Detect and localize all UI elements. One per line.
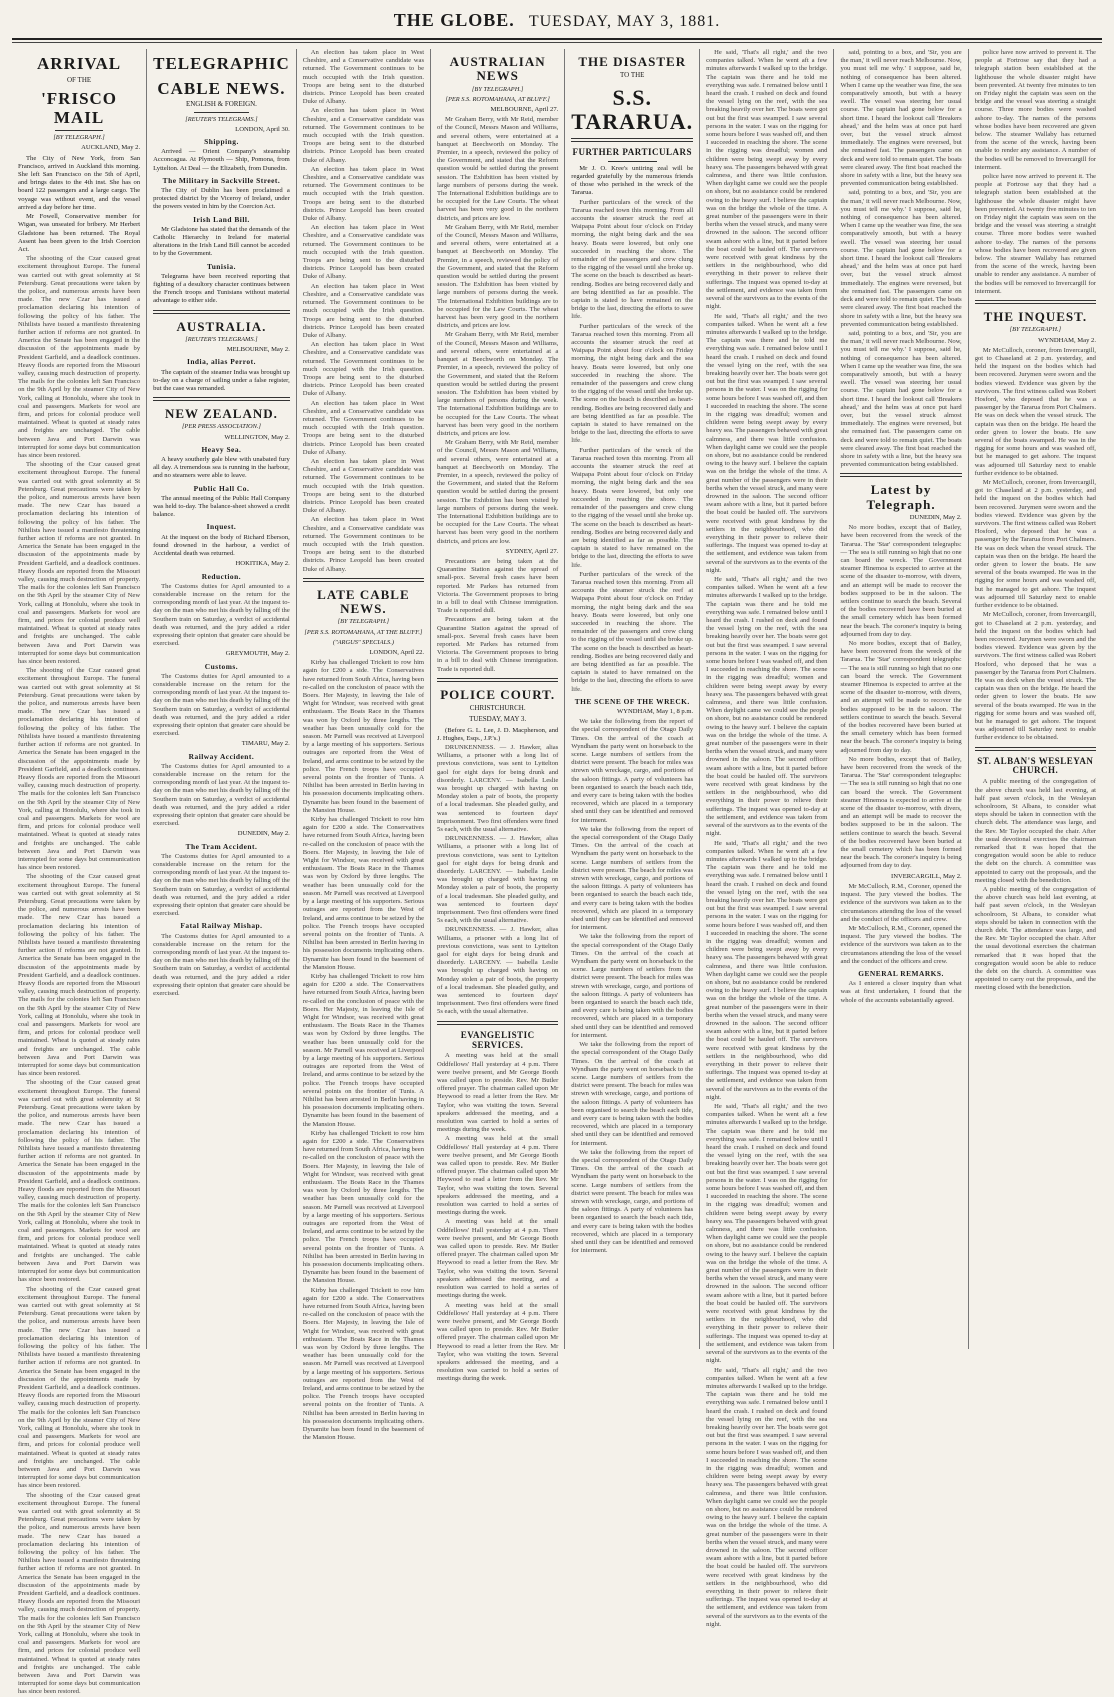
headline-evangelistic-services: EVANGELISTIC SERVICES.: [460, 1029, 535, 1050]
article-paragraph: Arrived — Orient Company's steamship Acconcagua. At Plymouth — Ship, Pomona, from Lyttelton. At Deal — the Elizabeth, from Dunedin.: [153, 148, 290, 172]
article-paragraph: At the inquest on the body of Richard Eberson, found drowned in the harbour, a verdict of Accidental death was returned.: [153, 533, 290, 558]
article-body: No more bodies, except that of Bailey, have been recovered from the wreck of the Tararua. The 'Star' correspondent telegraphs: — The sea is still running so high that no one can board the wreck. The Government steamer Hinemoa is expected to arrive at the scene of the disaster to-morrow, with divers, and an attempt will be made to recover the bodies supposed to be in the saloon. The settlers continue to search the beach. Several of the bodies recovered have been buried at the small cemetery which has been formed near the beach. The coroner's inquiry is being adjourned from day to day.: [840, 524, 962, 638]
article-body: Precautions are being taken at the Quarantine Station against the spread of small-pox. Several fresh cases have been reported. Mr Parkes has returned from Victoria. The Government proposes to bring in a bill to deal with Chinese immigration. Trade is reported dull.: [437, 616, 559, 673]
dateline: MELBOURNE, April 27.: [490, 106, 559, 113]
headline-the-disaster: THE DISASTER: [578, 54, 687, 69]
section-title: Shipping.: [204, 136, 239, 146]
article-body: Kirby has challenged Trickett to row him again for £200 a side. The Conservatives have returned from South Africa, having been re-called on the conclusion of peace with the Boers. Her Majesty, in leaving the Isle of Wight for Windsor, was received with great enthusiasm. The Boats Race in the Thames was won by Oxford by three lengths. The weather has been unusually cold for the season. Mr Parnell was received at Liverpool by a large meeting of his supporters. Serious outrages are reported from the West of Ireland, and arms continue to be seized by the police. The French troops have occupied several points on the frontier of Tunis. A Nihilist has been arrested in Berlin having in his possession documents implicating others. Dynamite has been found in the basement of the Mansion House.: [302, 1286, 425, 1442]
article-body: Kirby has challenged Trickett to row him again for £200 a side. The Conservatives have returned from South Africa, having been re-called on the conclusion of peace with the Boers. Her Majesty, in leaving the Isle of Wight for Windsor, was received with great enthusiasm. The Boats Race in the Thames was won by Oxford by three lengths. The weather has been unusually cold for the season. Mr Parnell was received at Liverpool by a large meeting of his supporters. Serious outrages are reported from the West of Ireland, and arms continue to be seized by the police. The French troops have occupied several points on the frontier of Tunis. A Nihilist has been arrested in Berlin having in his possession documents implicating others. Dynamite has been found in the basement of the Mansion House.: [302, 816, 425, 971]
headline-telegraphic: TELEGRAPHIC: [153, 54, 290, 73]
headline-frisco-mail: 'FRISCO MAIL: [41, 88, 118, 127]
dateline: INVERCARGILL, May 2.: [891, 872, 962, 880]
section-title: Customs.: [204, 661, 239, 671]
headline-latest-by-telegraph: Latest by Telegraph.: [866, 482, 936, 512]
divider: [55, 130, 104, 131]
column-6: [699, 49, 833, 1628]
dateline: MELBOURNE, May 2.: [226, 346, 290, 354]
article-body: The shooting of the Czar caused great excitement throughout Europe. The funeral was carried out with great solemnity at St Petersburg. Great precautions were taken by the police, and numerous arrests have been made. The new Czar has issued a proclamation declaring his intention of following the policy of his father. The Nihilists have issued a manifesto threatening further action if reforms are not granted. In America the Senate has been engaged in the discussion of the appointments made by President Garfield, and a deadlock continues. Heavy floods are reported from the Missouri valley, causing much destruction of property. The mails for the colonies left San Francisco on the 9th April by the steamer City of New York, calling at Honolulu, where she took in coal and passengers. Markets for wool are firm, and prices for colonial produce well maintained. Wheat is quoted at steady rates and freights are unchanged. The cable between Java and Port Darwin was interrupted for some days but communication has since been restored.: [18, 1491, 141, 1696]
article-body: Mr McCulloch, coroner, from Invercargill, got to Chaseland at 2 p.m. yesterday, and held the inquest on the bodies which had been recovered. Jurymen were sworn and the bodies viewed. Evidence was given by the survivors. The first witness called was Robert Hosford, who deposed that he was a passenger by the Tararua from Port Chalmers. He was on deck when the vessel struck. The captain was then on the bridge. He heard the order given to lower the boats. He saw several of the boats swamped. He was in the rigging for some hours and was washed off, but he managed to get ashore. The inquest was adjourned till Saturday next to enable further evidence to be obtained.: [974, 611, 1096, 742]
article-body: police have now arrived to prevent it. The people at Fortrose say that they had a telegraph station been established at the lighthouse the whole disaster might have been prevented. At twenty five minutes to ten on Friday night the captain was seen on the bridge and the vessel was steering a straight course. Three more bodies were washed ashore to-day. The names of the persons whose bodies have been recovered are given below. The steamer Wallaby has returned from the scene of the wreck, having been unable to render any assistance. A number of the bodies will be removed to Invercargill for interment.: [974, 173, 1096, 295]
article-body: An election has taken place in West Cheshire, and a Conservative candidate was returned. The Government continues to be much occupied with the Irish question. Troops are being sent to the disturbed districts. Prince Leopold has been created Duke of Albany.: [302, 224, 425, 281]
article-body: said, pointing to a box, and 'Sir, you are the man,' it will never reach Melbourne. Now, you must tell me why.' I suppose, said he, nothing of consequence has been altered. When I came up the weather was fine, the sea comparatively smooth, but with a heavy swell. The vessel was steering her usual course. The captain had gone below for a short time. I heard the lookout call 'Breakers ahead,' and the helm was at once put hard over, but the vessel struck almost immediately. The engines were reversed, but she remained fast. The passengers came on deck and were told to remain quiet. The boats were cleared away. The first boat reached the shore in safety with a line, but the heavy sea prevented communication being established.: [840, 49, 962, 188]
section-title: Inquest.: [206, 522, 237, 532]
headline-the-inquest: THE INQUEST.: [983, 309, 1088, 325]
article-body: Precautions are being taken at the Quarantine Station against the spread of small-pox. Several fresh cases have been reported. Mr Parkes has returned from Victoria. The Government proposes to bring in a bill to deal with Chinese immigration. Trade is reported dull.: [437, 557, 559, 615]
article-body: The Customs duties for April amounted to a considerable increase on the return for the corresponding month of last year. At the inquest to-day on the man who met his death by falling off the Southern train on Saturday, a verdict of accidental death was returned, and the jury added a rider expressing their opinion that greater care should be exercised.: [153, 582, 290, 648]
section-title: Heavy Sea.: [201, 444, 242, 454]
divider: [608, 161, 657, 162]
divider: [975, 300, 1096, 304]
article-body: An election has taken place in West Cheshire, and a Conservative candidate was returned. The Government continues to be much occupied with the Irish question. Troops are being sent to the disturbed districts. Prince Leopold has been created Duke of Albany.: [302, 282, 425, 339]
source-line: [PER S.S. ROTOMAHANA, AT THE BLUFF.]: [304, 628, 423, 636]
section-title: Railway Accident.: [188, 751, 255, 761]
divider: [437, 1021, 558, 1025]
divider: [153, 397, 290, 401]
article-body: Kirby has challenged Trickett to row him again for £200 a side. The Conservatives have returned from South Africa, having been re-called on the conclusion of peace with the Boers. Her Majesty, in leaving the Isle of Wight for Windsor, was received with great enthusiasm. The Boats Race in the Thames was won by Oxford by three lengths. The weather has been unusually cold for the season. Mr Parnell was received at Liverpool by a large meeting of his supporters. Serious outrages are reported from the West of Ireland, and arms continue to be seized by the police. The French troops have occupied several points on the frontier of Tunis. A Nihilist has been arrested in Berlin having in his possession documents implicating others. Dynamite has been found in the basement of the Mansion House.: [302, 972, 425, 1128]
article-body: A meeting was held at the small Oddfellows' Hall yesterday at 4 p.m. There were twelve present, and Mr George Booth was called upon to preside. Rev. Mr Butler offered prayer. The chairman called upon Mr Heywood to read a letter from the Rev. Mr Taylor, who was visiting the town. Several speakers addressed the meeting, and a resolution was carried to hold a series of meetings during the week.: [437, 1218, 559, 1300]
article-body: The Customs duties for April amounted to a considerable increase on the return for the corresponding month of last year. At the inquest to-day on the man who met his death by falling off the Southern train on Saturday, a verdict of accidental death was returned, and the jury added a rider expressing their opinion that greater care should be exercised.: [153, 852, 290, 918]
article-body: A meeting was held at the small Oddfellows' Hall yesterday at 4 p.m. There were twelve present, and Mr George Booth was called upon to preside. Rev. Mr Butler offered prayer. The chairman called upon Mr Heywood to read a letter from the Rev. Mr Taylor, who was visiting the town. Several speakers addressed the meeting, and a resolution was carried to hold a series of meetings during the week.: [437, 1301, 559, 1383]
article-body: The shooting of the Czar caused great excitement throughout Europe. The funeral was carried out with great solemnity at St Petersburg. Great precautions were taken by the police, and numerous arrests have been made. The new Czar has issued a proclamation declaring his intention of following the policy of his father. The Nihilists have issued a manifesto threatening further action if reforms are not granted. In America the Senate has been engaged in the discussion of the appointments made by President Garfield, and a deadlock continues. Heavy floods are reported from the Missouri valley, causing much destruction of property. The mails for the colonies left San Francisco on the 9th April by the steamer City of New York, calling at Honolulu, where she took in coal and passengers. Markets for wool are firm, and prices for colonial produce well maintained. Wheat is quoted at steady rates and freights are unchanged. The cable between Java and Port Darwin was interrupted for some days but communication has since been restored.: [18, 873, 141, 1078]
dateline: WELLINGTON, May 2.: [224, 433, 290, 441]
headline-cable-news: CABLE NEWS.: [157, 78, 286, 98]
headline-late-cable-news: LATE CABLE NEWS.: [317, 586, 410, 617]
article-body: Mr Graham Berry, with Mr Reid, member of the Council, Messrs Mason and Williams, and several others, were entertained at a banquet at Beechworth on Monday. The Premier, in a speech, reviewed the policy of the Government, and stated that the Reform question would be settled during the present session. The Exhibition has been visited by large numbers of persons during the week. The International Exhibition buildings are to be occupied for the Law Courts. The wheat harvest has been very good in the northern districts, and prices are low.: [437, 439, 559, 545]
divider: [840, 473, 961, 477]
article-body: The shooting of the Czar caused great excitement throughout Europe. The funeral was carried out with great solemnity at St Petersburg. Great precautions were taken by the police, and numerous arrests have been made. The new Czar has issued a proclamation declaring his intention of following the policy of his father. The Nihilists have issued a manifesto threatening further action if reforms are not granted. In America the Senate has been engaged in the discussion of the appointments made by President Garfield, and a deadlock continues. Heavy floods are reported from the Missouri valley, causing much destruction of property. The mails for the colonies left San Francisco on the 9th April by the steamer City of New York, calling at Honolulu, where she took in coal and passengers. Markets for wool are firm, and prices for colonial produce well maintained. Wheat is quoted at steady rates and freights are unchanged. The cable between Java and Port Darwin was interrupted for some days but communication has since been restored.: [18, 1285, 141, 1490]
article-body: A meeting was held at the small Oddfellows' Hall yesterday at 4 p.m. There were twelve present, and Mr George Booth was called upon to preside. Rev. Mr Butler offered prayer. The chairman called upon Mr Heywood to read a letter from the Rev. Mr Taylor, who was visiting the town. Several speakers addressed the meeting, and a resolution was carried to hold a series of meetings during the week.: [437, 1052, 559, 1134]
article-body: The Customs duties for April amounted to a considerable increase on the return for the corresponding month of last year. At the inquest to-day on the man who met his death by falling off the Southern train on Saturday, a verdict of accidental death was returned, and the jury added a rider expressing their opinion that greater care should be exercised.: [153, 932, 290, 998]
article-body: He said, 'That's all right,' and the two companies talked. When he went aft a few minutes afterwards I walked up to the bridge. The captain was there and he told me everything was safe. I remained below until I heard the crash. I rushed on deck and found the vessel lying on the reef, with the sea breaking heavily over her. The boats were got out but the first was swamped. I saw several persons in the water. I was on the rigging for some hours before I was washed off, and then I succeeded in reaching the shore. The scene in the rigging was dreadful; women and children were being swept away by every heavy sea. The passengers behaved with great calmness, and there was little confusion. When daylight came we could see the people on shore, but no assistance could be rendered owing to the heavy surf. I believe the captain was on the bridge the whole of the time. A great number of the passengers were in their berths when the vessel struck, and many were drowned in the saloon. The second officer swam ashore with a line, but it parted before the boat could be hauled off. The survivors were received with great kindness by the settlers in the neighbourhood, who did everything in their power to relieve their sufferings. The inquest was opened to-day at the settlement, and evidence was taken from several of the survivors as to the events of the night.: [706, 839, 828, 1101]
section-title: THE SCENE OF THE WRECK.: [574, 696, 690, 706]
column-3: [296, 49, 430, 1442]
dateline: GREYMOUTH, May 2.: [225, 650, 290, 658]
article-paragraph: Mr Fowell, Conservative member for Wigan, was unseated for bribery. Mr Herbert Gladstone has been returned. The Royal Assent has been given to the Irish Coercion Act.: [18, 213, 141, 253]
article-paragraph: The City of New York, from San Francisco, arrived in Auckland this morning. She left San Francisco on the 5th of April, and brings dates to the 4th inst. She has on board 122 passengers and a large cargo. The voyage was without event, and the vessel arrived a day before her time.: [18, 154, 141, 211]
article-body: Further particulars of the wreck of the Tararua reached town this morning. From all accounts the steamer struck the reef at Waipapa Point about four o'clock on Friday morning, the night being dark and the sea heavy. Boats were lowered, but only one succeeded in reaching the shore. The remainder of the passengers and crew clung to the rigging of the vessel until she broke up. The scene on the beach is described as heart-rending. Bodies are being recovered daily and are being identified as far as possible. The captain is stated to have remained on the bridge to the last, directing the efforts to save life.: [571, 570, 694, 693]
headline-arrival: ARRIVAL: [36, 54, 122, 73]
article-paragraph: (Before G. L. Lee, J. D. Macpherson, and J. Hughes, Esqs., J.P.'s.): [437, 726, 559, 742]
article-body: An election has taken place in West Cheshire, and a Conservative candidate was returned. The Government continues to be much occupied with the Irish question. Troops are being sent to the disturbed districts. Prince Leopold has been created Duke of Albany.: [302, 49, 425, 106]
article-paragraph: The annual meeting of the Public Hall Company was held to-day. The balance-sheet showed a credit balance.: [153, 494, 290, 519]
article-body: The shooting of the Czar caused great excitement throughout Europe. The funeral was carried out with great solemnity at St Petersburg. Great precautions were taken by the police, and numerous arrests have been made. The new Czar has issued a proclamation declaring his intention of following the policy of his father. The Nihilists have issued a manifesto threatening further action if reforms are not granted. In America the Senate has been engaged in the discussion of the appointments made by President Garfield, and a deadlock continues. Heavy floods are reported from the Missouri valley, causing much destruction of property. The mails for the colonies left San Francisco on the 9th April by the steamer City of New York, calling at Honolulu, where she took in coal and passengers. Markets for wool are firm, and prices for colonial produce well maintained. Wheat is quoted at steady rates and freights are unchanged. The cable between Java and Port Darwin was interrupted for some days but communication has since been restored.: [18, 461, 141, 666]
column-5: [564, 49, 699, 1349]
article-body: A public meeting of the congregation of the above church was held last evening, at half past seven o'clock, in the Wesleyan schoolroom, St Albans, to consider what steps should be taken in connection with the church debt. The attendance was large, and the Rev. Mr Taylor occupied the chair. After the usual devotional exercises the chairman remarked that it was hoped that the congregation would soon be able to reduce the debt on the church. A committee was appointed to carry out the proposals, and the meeting closed with the benediction.: [974, 778, 1096, 884]
column-7: [833, 49, 967, 1349]
article-body: A meeting was held at the small Oddfellows' Hall yesterday at 4 p.m. There were twelve present, and Mr George Booth was called upon to preside. Rev. Mr Butler offered prayer. The chairman called upon Mr Heywood to read a letter from the Rev. Mr Taylor, who was visiting the town. Several speakers addressed the meeting, and a resolution was carried to hold a series of meetings during the week.: [437, 1135, 559, 1217]
article-body: Kirby has challenged Trickett to row him again for £200 a side. The Conservatives have returned from South Africa, having been re-called on the conclusion of peace with the Boers. Her Majesty, in leaving the Isle of Wight for Windsor, was received with great enthusiasm. The Boats Race in the Thames was won by Oxford by three lengths. The weather has been unusually cold for the season. Mr Parnell was received at Liverpool by a large meeting of his supporters. Serious outrages are reported from the West of Ireland, and arms continue to be seized by the police. The French troops have occupied several points on the frontier of Tunis. A Nihilist has been arrested in Berlin having in his possession documents implicating others. Dynamite has been found in the basement of the Mansion House.: [302, 1129, 425, 1285]
divider: [437, 678, 558, 682]
article-body: Further particulars of the wreck of the Tararua reached town this morning. From all accounts the steamer struck the reef at Waipapa Point about four o'clock on Friday morning, the night being dark and the sea heavy. Boats were lowered, but only one succeeded in reaching the shore. The remainder of the passengers and crew clung to the rigging of the vessel until she broke up. The scene on the beach is described as heart-rending. Bodies are being recovered daily and are being identified as far as possible. The captain is stated to have remained on the bridge to the last, directing the efforts to save life.: [571, 198, 694, 321]
paper-title: THE GLOBE.: [393, 10, 515, 30]
source-line: [BY TELEGRAPH.]: [337, 618, 390, 626]
article-body: said, pointing to a box, and 'Sir, you are the man,' it will never reach Melbourne. Now, you must tell me why.' I suppose, said he, nothing of consequence has been altered. When I came up the weather was fine, the sea comparatively smooth, but with a heavy swell. The vessel was steering her usual course. The captain had gone below for a short time. I heard the lookout call 'Breakers ahead,' and the helm was at once put hard over, but the vessel struck almost immediately. The engines were reversed, but she remained fast. The passengers came on deck and were told to remain quiet. The boats were cleared away. The first boat reached the shore in safety with a line, but the heavy sea prevented communication being established.: [840, 189, 962, 328]
dateline: WYNDHAM, May 1, 8 p.m.: [616, 707, 694, 715]
article-body: Mr Graham Berry, with Mr Reid, member of the Council, Messrs Mason and Williams, and several others, were entertained at a banquet at Beechworth on Monday. The Premier, in a speech, reviewed the policy of the Government, and stated that the Reform question would be settled during the present session. The Exhibition has been visited by large numbers of persons during the week. The International Exhibition buildings are to be occupied for the Law Courts. The wheat harvest has been very good in the northern districts, and prices are low.: [437, 223, 559, 330]
section-title: Fatal Railway Mishap.: [180, 921, 263, 931]
article-body: Mr McCulloch, R.M., Coroner, opened the inquest. The jury viewed the bodies. The evidence of the survivors was taken as to the circumstances attending the loss of the vessel and the conduct of the officers and crew.: [840, 924, 962, 965]
source-line: [REUTER'S TELEGRAMS.]: [185, 335, 258, 343]
article-body: DRUNKENNESS. — J. Hawker, alias Williams, a prisoner with a long list of previous convictions, was sent to Lyttelton gaol for eight days for being drunk and disorderly. LARCENY. — Isabella Leslie was brought up charged with having on Monday stolen a pair of boots, the property of a local tradesman. She pleaded guilty, and was sentenced to fourteen days' imprisonment. Two first offenders were fined 5s each, with the usual alternative.: [437, 926, 559, 1016]
source-line: [PER S.S. ROTOMAHANA, AT BLUFF.]: [445, 95, 550, 103]
section-title: Public Hall Co.: [193, 483, 250, 493]
source-line: [BY TELEGRAPH.]: [53, 134, 105, 142]
article-body: We take the following from the report of the special correspondent of the Otago Daily Times. On the arrival of the coach at Wyndham the party went on horseback to the scene. Large numbers of settlers from the district were present. The beach for miles was strewn with wreckage, cargo, and portions of the saloon fittings. A party of volunteers has been organised to search the beach each tide, and every care is being taken with the bodies recovered, which are placed in a temporary shed until they can be identified and removed for interment.: [571, 1041, 694, 1147]
section-title: GENERAL REMARKS.: [858, 968, 944, 978]
divider: [571, 138, 693, 142]
article-body: An election has taken place in West Cheshire, and a Conservative candidate was returned. The Government continues to be much occupied with the Irish question. Troops are being sent to the disturbed districts. Prince Leopold has been created Duke of Albany.: [302, 516, 425, 573]
article-body: We take the following from the report of the special correspondent of the Otago Daily Times. On the arrival of the coach at Wyndham the party went on horseback to the scene. Large numbers of settlers from the district were present. The beach for miles was strewn with wreckage, cargo, and portions of the saloon fittings. A party of volunteers has been organised to search the beach each tide, and every care is being taken with the bodies recovered, which are placed in a temporary shed until they can be identified and removed for interment.: [571, 718, 694, 824]
section-title: Tunisia.: [206, 261, 236, 271]
article-body: He said, 'That's all right,' and the two companies talked. When he went aft a few minutes afterwards I walked up to the bridge. The captain was there and he told me everything was safe. I remained below until I heard the crash. I rushed on deck and found the vessel lying on the reef, with the sea breaking heavily over her. The boats were got out but the first was swamped. I saw several persons in the water. I was on the rigging for some hours before I was washed off, and then I succeeded in reaching the shore. The scene in the rigging was dreadful; women and children were being swept away by every heavy sea. The passengers behaved with great calmness, and there was little confusion. When daylight came we could see the people on shore, but no assistance could be rendered owing to the heavy surf. I believe the captain was on the bridge the whole of the time. A great number of the passengers were in their berths when the vessel struck, and many were drowned in the saloon. The second officer swam ashore with a line, but it parted before the boat could be hauled off. The survivors were received with great kindness by the settlers in the neighbourhood, who did everything in their power to relieve their sufferings. The inquest was opened to-day at the settlement, and evidence was taken from several of the survivors as to the events of the night.: [706, 1103, 828, 1365]
dateline: DUNEDIN, May 2.: [237, 830, 290, 838]
article-body: An election has taken place in West Cheshire, and a Conservative candidate was returned. The Government continues to be much occupied with the Irish question. Troops are being sent to the disturbed districts. Prince Leopold has been created Duke of Albany.: [302, 341, 425, 398]
dateline: LONDON, April 22.: [369, 649, 425, 656]
section-title: India, alias Perrot.: [186, 357, 256, 367]
divider: [194, 112, 249, 113]
headline-police-court: POLICE COURT.: [440, 686, 556, 702]
article-body: The shooting of the Czar caused great excitement throughout Europe. The funeral was carried out with great solemnity at St Petersburg. Great precautions were taken by the police, and numerous arrests have been made. The new Czar has issued a proclamation declaring his intention of following the policy of his father. The Nihilists have issued a manifesto threatening further action if reforms are not granted. In America the Senate has been engaged in the discussion of the appointments made by President Garfield, and a deadlock continues. Heavy floods are reported from the Missouri valley, causing much destruction of property. The mails for the colonies left San Francisco on the 9th April by the steamer City of New York, calling at Honolulu, where she took in coal and passengers. Markets for wool are firm, and prices for colonial produce well maintained. Wheat is quoted at steady rates and freights are unchanged. The cable between Java and Port Darwin was interrupted for some days but communication has since been restored.: [18, 255, 141, 459]
dateline: SYDNEY, April 27.: [505, 547, 559, 555]
article-paragraph: Mr J. O. Kree's untiring zeal will be regarded gratefully by the numerous friends of those who perished in the wreck of the Tararua.: [571, 164, 694, 197]
article-body: As I entered a closer inquiry than what was at first undertaken, I found that the whole of the accounts substantially agreed.: [840, 980, 962, 1004]
dateline: WYNDHAM, May 2.: [1038, 336, 1096, 344]
headline-new-zealand: NEW ZEALAND.: [165, 406, 278, 422]
article-body: We take the following from the report of the special correspondent of the Otago Daily Times. On the arrival of the coach at Wyndham the party went on horseback to the scene. Large numbers of settlers from the district were present. The beach for miles was strewn with wreckage, cargo, and portions of the saloon fittings. A party of volunteers has been organised to search the beach each tide, and every care is being taken with the bodies recovered, which are placed in a temporary shed until they can be identified and removed for interment.: [571, 933, 694, 1039]
headline-of-the: OF THE: [66, 75, 92, 84]
section-title: The Military in Sackville Street.: [162, 175, 281, 185]
masthead-rule: [12, 42, 1102, 43]
source-line: [REUTER'S TELEGRAMS.]: [185, 115, 258, 123]
headline-further-particulars: FURTHER PARTICULARS: [572, 146, 692, 157]
section-title: Irish Land Bill.: [193, 214, 250, 224]
section-title: The Tram Accident.: [185, 841, 258, 851]
article-body: Further particulars of the wreck of the Tararua reached town this morning. From all accounts the steamer struck the reef at Waipapa Point about four o'clock on Friday morning, the night being dark and the sea heavy. Boats were lowered, but only one succeeded in reaching the shore. The remainder of the passengers and crew clung to the rigging of the vessel until she broke up. The scene on the beach is described as heart-rending. Bodies are being recovered daily and are being identified as far as possible. The captain is stated to have remained on the bridge to the last, directing the efforts to save life.: [571, 446, 694, 569]
headline-to-the: TO THE: [620, 71, 645, 80]
dateline: DUNEDIN, May 2.: [909, 513, 962, 521]
source-line: [PER PRESS ASSOCIATION.]: [181, 423, 261, 431]
divider: [153, 310, 290, 314]
article-body: We take the following from the report of the special correspondent of the Otago Daily Times. On the arrival of the coach at Wyndham the party went on horseback to the scene. Large numbers of settlers from the district were present. The beach for miles was strewn with wreckage, cargo, and portions of the saloon fittings. A party of volunteers has been organised to search the beach each tide, and every care is being taken with the bodies recovered, which are placed in a temporary shed until they can be identified and removed for interment.: [571, 1148, 694, 1255]
article-body: He said, 'That's all right,' and the two companies talked. When he went aft a few minutes afterwards I walked up to the bridge. The captain was there and he told me everything was safe. I remained below until I heard the crash. I rushed on deck and found the vessel lying on the reef, with the sea breaking heavily over her. The boats were got out but the first was swamped. I saw several persons in the water. I was on the rigging for some hours before I was washed off, and then I succeeded in reaching the shore. The scene in the rigging was dreadful; women and children were being swept away by every heavy sea. The passengers behaved with great calmness, and there was little confusion. When daylight came we could see the people on shore, but no assistance could be rendered owing to the heavy surf. I believe the captain was on the bridge the whole of the time. A great number of the passengers were in their berths when the vessel struck, and many were drowned in the saloon. The second officer swam ashore with a line, but it parted before the boat could be hauled off. The survivors were received with great kindness by the settlers in the neighbourhood, who did everything in their power to relieve their sufferings. The inquest was opened to-day at the settlement, and evidence was taken from several of the survivors as to the events of the night.: [706, 312, 828, 574]
article-body: police have now arrived to prevent it. The people at Fortrose say that they had a telegraph station been established at the lighthouse the whole disaster might have been prevented. At twenty five minutes to ten on Friday night the captain was seen on the bridge and the vessel was steering a straight course. Three more bodies were washed ashore to-day. The names of the persons whose bodies have been recovered are given below. The steamer Wallaby has returned from the scene of the wreck, having been unable to render any assistance. A number of the bodies will be removed to Invercargill for interment.: [974, 49, 1096, 171]
article-body: The shooting of the Czar caused great excitement throughout Europe. The funeral was carried out with great solemnity at St Petersburg. Great precautions were taken by the police, and numerous arrests have been made. The new Czar has issued a proclamation declaring his intention of following the policy of his father. The Nihilists have issued a manifesto threatening further action if reforms are not granted. In America the Senate has been engaged in the discussion of the appointments made by President Garfield, and a deadlock continues. Heavy floods are reported from the Missouri valley, causing much destruction of property. The mails for the colonies left San Francisco on the 9th April by the steamer City of New York, calling at Honolulu, where she took in coal and passengers. Markets for wool are firm, and prices for colonial produce well maintained. Wheat is quoted at steady rates and freights are unchanged. The cable between Java and Port Darwin was interrupted for some days but communication has since been restored.: [18, 1079, 141, 1284]
article-body: No more bodies, except that of Bailey, have been recovered from the wreck of the Tararua. The 'Star' correspondent telegraphs: — The sea is still running so high that no one can board the wreck. The Government steamer Hinemoa is expected to arrive at the scene of the disaster to-morrow, with divers, and an attempt will be made to recover the bodies supposed to be in the saloon. The settlers continue to search the beach. Several of the bodies recovered have been buried at the small cemetery which has been formed near the beach. The coroner's inquiry is being adjourned from day to day.: [840, 755, 962, 870]
article-body: He said, 'That's all right,' and the two companies talked. When he went aft a few minutes afterwards I walked up to the bridge. The captain was there and he told me everything was safe. I remained below until I heard the crash. I rushed on deck and found the vessel lying on the reef, with the sea breaking heavily over her. The boats were got out but the first was swamped. I saw several persons in the water. I was on the rigging for some hours before I was washed off, and then I succeeded in reaching the shore. The scene in the rigging was dreadful; women and children were being swept away by every heavy sea. The passengers behaved with great calmness, and there was little confusion. When daylight came we could see the people on shore, but no assistance could be rendered owing to the heavy surf. I believe the captain was on the bridge the whole of the time. A great number of the passengers were in their berths when the vessel struck, and many were drowned in the saloon. The second officer swam ashore with a line, but it parted before the boat could be hauled off. The survivors were received with great kindness by the settlers in the neighbourhood, who did everything in their power to relieve their sufferings. The inquest was opened to-day at the settlement, and evidence was taken from several of the survivors as to the events of the night.: [706, 49, 828, 311]
article-body: Further particulars of the wreck of the Tararua reached town this morning. From all accounts the steamer struck the reef at Waipapa Point about four o'clock on Friday morning, the night being dark and the sea heavy. Boats were lowered, but only one succeeded in reaching the shore. The remainder of the passengers and crew clung to the rigging of the vessel until she broke up. The scene on the beach is described as heart-rending. Bodies are being recovered daily and are being identified as far as possible. The captain is stated to have remained on the bridge to the last, directing the efforts to save life.: [571, 322, 694, 445]
article-body: The Customs duties for April amounted to a considerable increase on the return for the corresponding month of last year. At the inquest to-day on the man who met his death by falling off the Southern train on Saturday, a verdict of accidental death was returned, and the jury added a rider expressing their opinion that greater care should be exercised.: [153, 762, 290, 828]
masthead: [12, 10, 1102, 40]
article-body: An election has taken place in West Cheshire, and a Conservative candidate was returned. The Government continues to be much occupied with the Irish question. Troops are being sent to the disturbed districts. Prince Leopold has been created Duke of Albany.: [302, 399, 425, 456]
article-body: DRUNKENNESS. — J. Hawker, alias Williams, a prisoner with a long list of previous convictions, was sent to Lyttelton gaol for eight days for being drunk and disorderly. LARCENY. — Isabella Leslie was brought up charged with having on Monday stolen a pair of boots, the property of a local tradesman. She pleaded guilty, and was sentenced to fourteen days' imprisonment. Two first offenders were fined 5s each, with the usual alternative.: [437, 743, 559, 833]
source-line: ("ARGUS" SPECIALS.): [332, 638, 394, 646]
headline-australian-news: AUSTRALIAN NEWS: [449, 54, 546, 84]
article-body: Mr McCulloch, coroner, from Invercargill, got to Chaseland at 2 p.m. yesterday, and held the inquest on the bodies which had been recovered. Jurymen were sworn and the bodies viewed. Evidence was given by the survivors. The first witness called was Robert Hosford, who deposed that he was a passenger by the Tararua from Port Chalmers. He was on deck when the vessel struck. The captain was then on the bridge. He heard the order given to lower the boats. He saw several of the boats swamped. He was in the rigging for some hours and was washed off, but he managed to get ashore. The inquest was adjourned till Saturday next to enable further evidence to be obtained.: [974, 346, 1096, 477]
article-paragraph: Telegrams have been received reporting that fighting of a desultory character continues between the French troops and Tunisians without material advantage to either side.: [153, 272, 290, 305]
dateline: TIMARU, May 2.: [241, 740, 290, 748]
article-body: said, pointing to a box, and 'Sir, you are the man,' it will never reach Melbourne. Now, you must tell me why.' I suppose, said he, nothing of consequence has been altered. When I came up the weather was fine, the sea comparatively smooth, but with a heavy swell. The vessel was steering her usual course. The captain had gone below for a short time. I heard the lookout call 'Breakers ahead,' and the helm was at once put hard over, but the vessel struck almost immediately. The engines were reversed, but she remained fast. The passengers came on deck and were told to remain quiet. The boats were cleared away. The first boat reached the shore in safety with a line, but the heavy sea prevented communication being established.: [840, 329, 962, 469]
article-paragraph: The captain of the steamer India was brought up to-day on a charge of sailing under a false register, but the case was remanded.: [153, 368, 290, 392]
dateline: HOKITIKA, May 2.: [235, 560, 290, 568]
article-body: A public meeting of the congregation of the above church was held last evening, at half past seven o'clock, in the Wesleyan schoolroom, St Albans, to consider what steps should be taken in connection with the church debt. The attendance was large, and the Rev. Mr Taylor occupied the chair. After the usual devotional exercises the chairman remarked that it was hoped that the congregation would soon be able to reduce the debt on the church. A committee was appointed to carry out the proposals, and the meeting closed with the benediction.: [974, 885, 1096, 992]
column-2: [146, 49, 296, 1349]
article-body: The Customs duties for April amounted to a considerable increase on the return for the corresponding month of last year. At the inquest to-day on the man who met his death by falling off the Southern train on Saturday, a verdict of accidental death was returned, and the jury added a rider expressing their opinion that greater care should be exercised.: [153, 672, 290, 738]
subheadline: CHRISTCHURCH.: [469, 704, 526, 713]
article-body: Mr Graham Berry, with Mr Reid, member of the Council, Messrs Mason and Williams, and several others, were entertained at a banquet at Beechworth on Monday. The Premier, in a speech, reviewed the policy of the Government, and stated that the Reform question would be settled during the present session. The Exhibition has been visited by large numbers of persons during the week. The International Exhibition buildings are to be occupied for the Law Courts. The wheat harvest has been very good in the northern districts, and prices are low.: [437, 331, 559, 437]
article-body: DRUNKENNESS. — J. Hawker, alias Williams, a prisoner with a long list of previous convictions, was sent to Lyttelton gaol for eight days for being drunk and disorderly. LARCENY. — Isabella Leslie was brought up charged with having on Monday stolen a pair of boots, the property of a local tradesman. She pleaded guilty, and was sentenced to fourteen days' imprisonment. Two first offenders were fined 5s each, with the usual alternative.: [437, 835, 559, 925]
issue-date: TUESDAY, MAY 3, 1881.: [528, 13, 721, 30]
dateline: LONDON, April 30.: [235, 125, 290, 133]
article-body: We take the following from the report of the special correspondent of the Otago Daily Times. On the arrival of the coach at Wyndham the party went on horseback to the scene. Large numbers of settlers from the district were present. The beach for miles was strewn with wreckage, cargo, and portions of the saloon fittings. A party of volunteers has been organised to search the beach each tide, and every care is being taken with the bodies recovered, which are placed in a temporary shed until they can be identified and removed for interment.: [571, 825, 694, 932]
subheadline-english-foreign: ENGLISH & FOREIGN.: [185, 100, 257, 109]
column-4: [430, 49, 564, 1383]
columns: [12, 49, 1102, 1696]
article-body: Kirby has challenged Trickett to row him again for £200 a side. The Conservatives have returned from South Africa, having been re-called on the conclusion of peace with the Boers. Her Majesty, in leaving the Isle of Wight for Windsor, was received with great enthusiasm. The Boats Race in the Thames was won by Oxford by three lengths. The weather has been unusually cold for the season. Mr Parnell was received at Liverpool by a large meeting of his supporters. Serious outrages are reported from the West of Ireland, and arms continue to be seized by the police. The French troops have occupied several points on the frontier of Tunis. A Nihilist has been arrested in Berlin having in his possession documents implicating others. Dynamite has been found in the basement of the Mansion House.: [302, 659, 425, 814]
dateline: AUCKLAND, May 2.: [81, 144, 141, 152]
article-paragraph: The City of Dublin has been proclaimed a protected district by the Viceroy of Ireland, under the powers vested in him by the Coercion Act.: [153, 187, 290, 211]
column-8: [968, 49, 1102, 1349]
divider: [975, 747, 1096, 751]
article-paragraph: Mr Gladstone has stated that the demands of the Catholic Hierarchy in Ireland for material alterations in the Irish Land Bill cannot be acceded to by the Government.: [153, 225, 290, 258]
article-body: Mr McCulloch, R.M., Coroner, opened the inquest. The jury viewed the bodies. The evidence of the survivors was taken as to the circumstances attending the loss of the vessel and the conduct of the officers and crew.: [840, 882, 962, 923]
article-paragraph: A heavy southerly gale blew with unabated fury all day. A tremendous sea is running in the harbour, and no steamers were able to leave.: [153, 456, 290, 480]
article-body: An election has taken place in West Cheshire, and a Conservative candidate was returned. The Government continues to be much occupied with the Irish question. Troops are being sent to the disturbed districts. Prince Leopold has been created Duke of Albany.: [302, 107, 425, 164]
column-1: [12, 49, 146, 1696]
headline-st-albans-church: ST. ALBAN'S WESLEYAN CHURCH.: [977, 755, 1094, 776]
section-title: Reduction.: [201, 571, 242, 581]
headline-australia: AUSTRALIA.: [176, 318, 267, 334]
subheadline: TUESDAY, MAY 3.: [469, 715, 527, 724]
article-body: Mr Graham Berry, with Mr Reid, member of the Council, Messrs Mason and Williams, and several others, were entertained at a banquet at Beechworth on Monday. The Premier, in a speech, reviewed the policy of the Government, and stated that the Reform question would be settled during the present session. The Exhibition has been visited by large numbers of persons during the week. The International Exhibition buildings are to be occupied for the Law Courts. The wheat harvest has been very good in the northern districts, and prices are low.: [437, 116, 559, 222]
article-body: Mr McCulloch, coroner, from Invercargill, got to Chaseland at 2 p.m. yesterday, and held the inquest on the bodies which had been recovered. Jurymen were sworn and the bodies viewed. Evidence was given by the survivors. The first witness called was Robert Hosford, who deposed that he was a passenger by the Tararua from Port Chalmers. He was on deck when the vessel struck. The captain was then on the bridge. He heard the order given to lower the boats. He saw several of the boats swamped. He was in the rigging for some hours and was washed off, but he managed to get ashore. The inquest was adjourned till Saturday next to enable further evidence to be obtained.: [974, 479, 1096, 610]
source-line: [BY TELEGRAPH.]: [471, 85, 524, 93]
article-body: No more bodies, except that of Bailey, have been recovered from the wreck of the Tararua. The 'Star' correspondent telegraphs: — The sea is still running so high that no one can board the wreck. The Government steamer Hinemoa is expected to arrive at the scene of the disaster to-morrow, with divers, and an attempt will be made to recover the bodies supposed to be in the saloon. The settlers continue to search the beach. Several of the bodies recovered have been buried at the small cemetery which has been formed near the beach. The coroner's inquiry is being adjourned from day to day.: [840, 640, 962, 754]
article-body: An election has taken place in West Cheshire, and a Conservative candidate was returned. The Government continues to be much occupied with the Irish question. Troops are being sent to the disturbed districts. Prince Leopold has been created Duke of Albany.: [302, 165, 425, 223]
article-body: An election has taken place in West Cheshire, and a Conservative candidate was returned. The Government continues to be much occupied with the Irish question. Troops are being sent to the disturbed districts. Prince Leopold has been created Duke of Albany.: [302, 457, 425, 515]
source-line: [BY TELEGRAPH.]: [1009, 326, 1062, 334]
article-body: The shooting of the Czar caused great excitement throughout Europe. The funeral was carried out with great solemnity at St Petersburg. Great precautions were taken by the police, and numerous arrests have been made. The new Czar has issued a proclamation declaring his intention of following the policy of his father. The Nihilists have issued a manifesto threatening further action if reforms are not granted. In America the Senate has been engaged in the discussion of the appointments made by President Garfield, and a deadlock continues. Heavy floods are reported from the Missouri valley, causing much destruction of property. The mails for the colonies left San Francisco on the 9th April by the steamer City of New York, calling at Honolulu, where she took in coal and passengers. Markets for wool are firm, and prices for colonial produce well maintained. Wheat is quoted at steady rates and freights are unchanged. The cable between Java and Port Darwin was interrupted for some days but communication has since been restored.: [18, 667, 141, 872]
divider: [303, 578, 424, 582]
article-body: He said, 'That's all right,' and the two companies talked. When he went aft a few minutes afterwards I walked up to the bridge. The captain was there and he told me everything was safe. I remained below until I heard the crash. I rushed on deck and found the vessel lying on the reef, with the sea breaking heavily over her. The boats were got out but the first was swamped. I saw several persons in the water. I was on the rigging for some hours before I was washed off, and then I succeeded in reaching the shore. The scene in the rigging was dreadful; women and children were being swept away by every heavy sea. The passengers behaved with great calmness, and there was little confusion. When daylight came we could see the people on shore, but no assistance could be rendered owing to the heavy surf. I believe the captain was on the bridge the whole of the time. A great number of the passengers were in their berths when the vessel struck, and many were drowned in the saloon. The second officer swam ashore with a line, but it parted before the boat could be hauled off. The survivors were received with great kindness by the settlers in the neighbourhood, who did everything in their power to relieve their sufferings. The inquest was opened to-day at the settlement, and evidence was taken from several of the survivors as to the events of the night.: [706, 1366, 828, 1628]
headline-tararua: S.S. TARARUA.: [571, 84, 694, 134]
article-body: He said, 'That's all right,' and the two companies talked. When he went aft a few minutes afterwards I walked up to the bridge. The captain was there and he told me everything was safe. I remained below until I heard the crash. I rushed on deck and found the vessel lying on the reef, with the sea breaking heavily over her. The boats were got out but the first was swamped. I saw several persons in the water. I was on the rigging for some hours before I was washed off, and then I succeeded in reaching the shore. The scene in the rigging was dreadful; women and children were being swept away by every heavy sea. The passengers behaved with great calmness, and there was little confusion. When daylight came we could see the people on shore, but no assistance could be rendered owing to the heavy surf. I believe the captain was on the bridge the whole of the time. A great number of the passengers were in their berths when the vessel struck, and many were drowned in the saloon. The second officer swam ashore with a line, but it parted before the boat could be hauled off. The survivors were received with great kindness by the settlers in the neighbourhood, who did everything in their power to relieve their sufferings. The inquest was opened to-day at the settlement, and evidence was taken from several of the survivors as to the events of the night.: [706, 576, 828, 838]
